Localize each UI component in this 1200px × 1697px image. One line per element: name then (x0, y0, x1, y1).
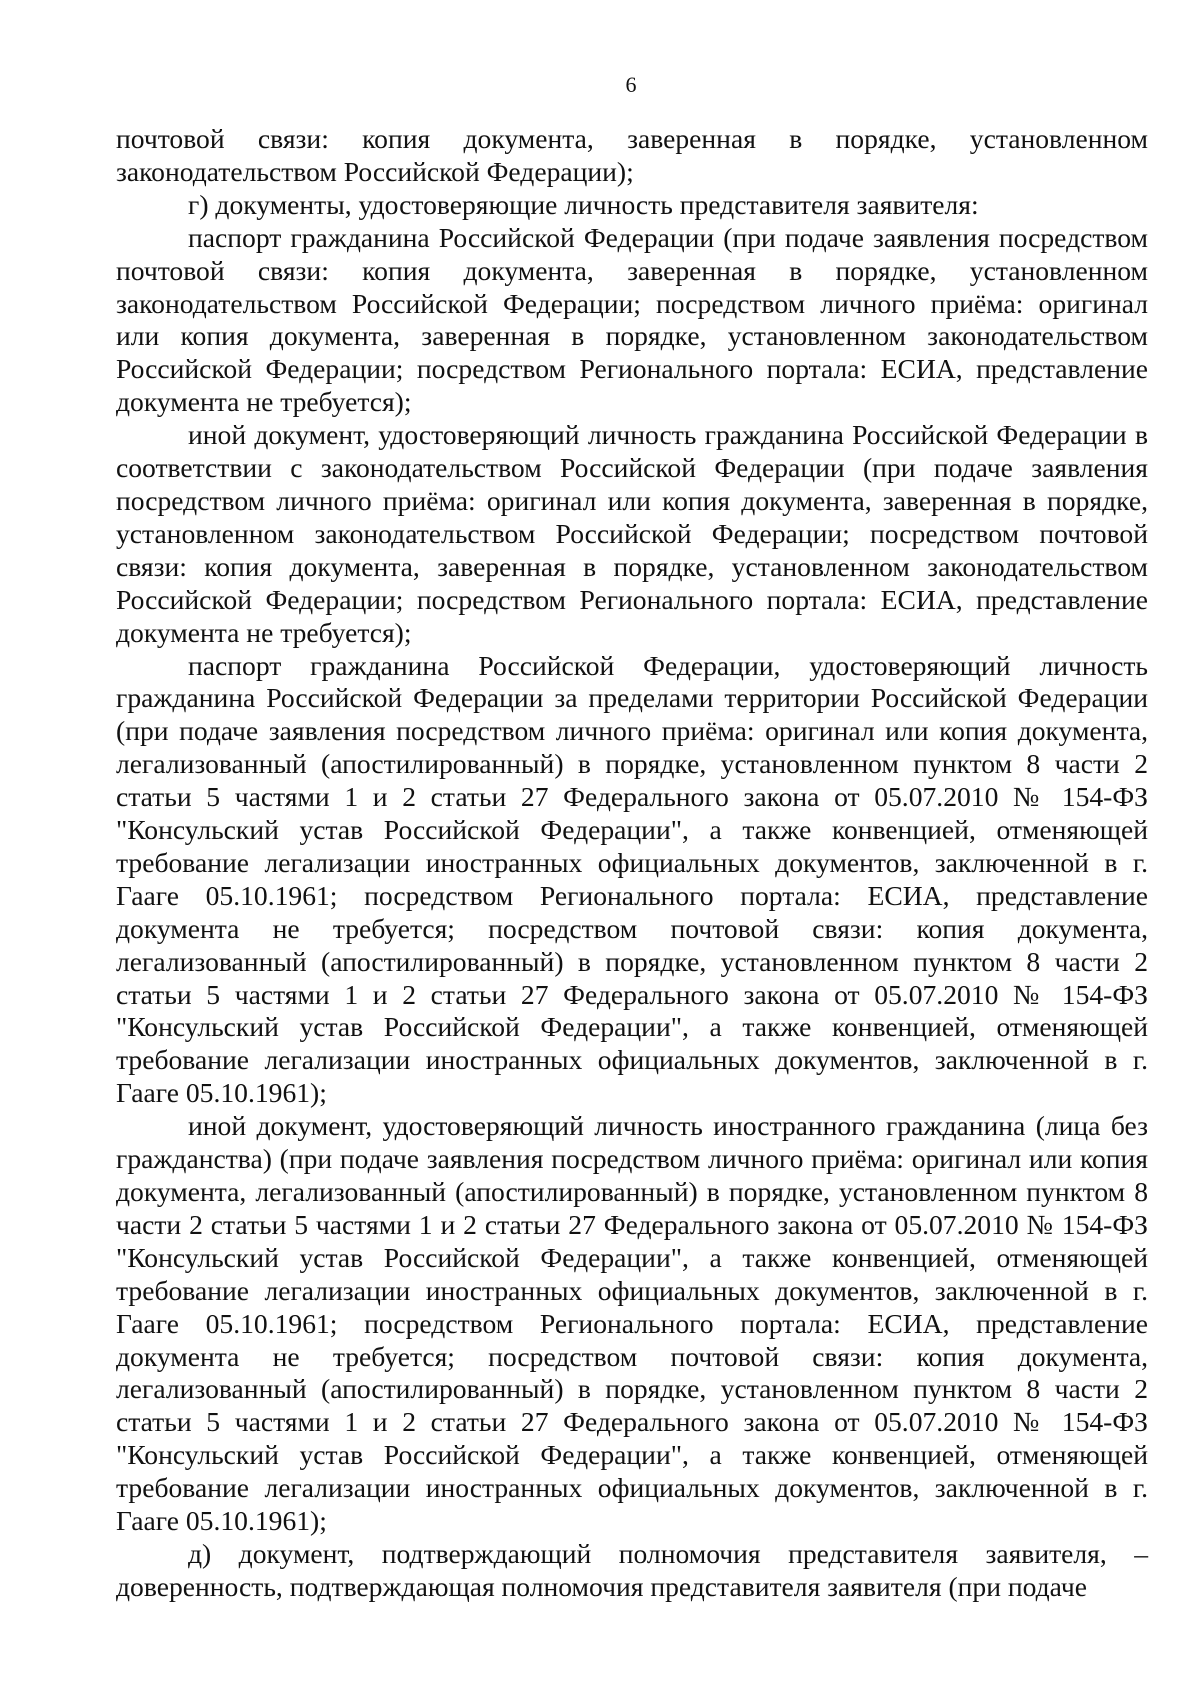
paragraph-postal-copy-continuation: почтовой связи: копия документа, заверенная в порядке, установленном законодательством Российской Федерации); (116, 123, 1148, 187)
paragraph-item-g-heading: г) документы, удостоверяющие личность представителя заявителя: (188, 188, 979, 220)
page-number: 6 (625, 72, 637, 97)
paragraph-foreign-passport-rf: паспорт гражданина Российской Федерации, удостоверяющий личность гражданина Российской Федерации за пределами территории Российской Федерации (при подаче заявления посредством личного приёма: оригинал или копия документа, легализованный (апостилированный) в порядке, установленном пунктом 8 части 2 статьи 5 частями 1 и 2 статьи 27 Федерального закона от 05.07.2010 № 154-ФЗ "Консульский устав Российской Федерации", а также конвенцией, отменяющей требование легализации иностранных официальных документов, заключенной в г. Гааге 05.10.1961; посредством Регионального портала: ЕСИА, представление документа не требуется; посредством почтовой связи: копия документа, легализованный (апостилированный) в порядке, установленном пунктом 8 части 2 статьи 5 частями 1 и 2 статьи 27 Федерального закона от 05.07.2010 № 154-ФЗ "Консульский устав Российской Федерации", а также конвенцией, отменяющей требование легализации иностранных официальных документов, заключенной в г. Гааге 05.10.1961); (116, 649, 1148, 1109)
paragraph-passport-rf: паспорт гражданина Российской Федерации (при подаче заявления посредством почтовой связи: копия документа, заверенная в порядке, установленном законодательством Российской Федерации; посредством личного приёма: оригинал или копия документа, заверенная в порядке, установленном законодательством Российской Федерации; посредством Регионального портала: ЕСИА, представление документа не требуется); (116, 221, 1148, 418)
paragraph-item-d-power-of-attorney: д) документ, подтверждающий полномочия представителя заявителя, – доверенность, подтверждающая полномочия представителя заявителя (при подаче (116, 1537, 1148, 1602)
document-body (116, 123, 1148, 1604)
paragraph-other-id-document-rf: иной документ, удостоверяющий личность гражданина Российской Федерации в соответствии с законодательством Российской Федерации (при подаче заявления посредством личного приёма: оригинал или копия документа, заверенная в порядке, установленном законодательством Российской Федерации; посредством почтовой связи: копия документа, заверенная в порядке, установленном законодательством Российской Федерации; посредством Регионального портала: ЕСИА, представление документа не требуется); (116, 419, 1148, 648)
paragraph-foreign-citizen-id: иной документ, удостоверяющий личность иностранного гражданина (лица без гражданства) (при подаче заявления посредством личного приёма: оригинал или копия документа, легализованный (апостилированный) в порядке, установленном пунктом 8 части 2 статьи 5 частями 1 и 2 статьи 27 Федерального закона от 05.07.2010 № 154-ФЗ "Консульский устав Российской Федерации", а также конвенцией, отменяющей требование легализации иностранных официальных документов, заключенной в г. Гааге 05.10.1961; посредством Регионального портала: ЕСИА, представление документа не требуется; посредством почтовой связи: копия документа, легализованный (апостилированный) в порядке, установленном пунктом 8 части 2 статьи 5 частями 1 и 2 статьи 27 Федерального закона от 05.07.2010 № 154-ФЗ "Консульский устав Российской Федерации", а также конвенцией, отменяющей требование легализации иностранных официальных документов, заключенной в г. Гааге 05.10.1961); (116, 1110, 1148, 1537)
